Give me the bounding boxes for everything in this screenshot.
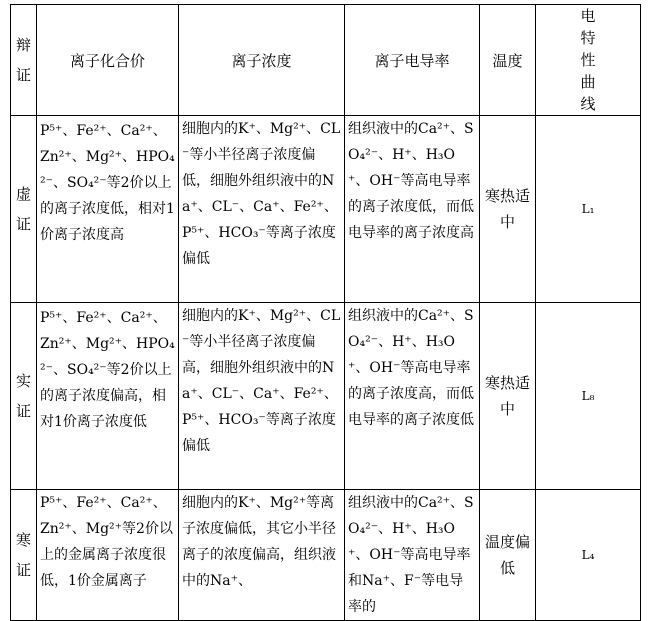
- row-curve: L₈: [536, 303, 641, 490]
- row-valence-text: P⁵⁺、Fe²⁺、Ca²⁺、Zn²⁺、Mg²⁺、HPO₄²⁻、SO₄²⁻等2价以上的离子浓度低，相对1价离子浓度高: [40, 123, 175, 243]
- header-concentration: 离子浓度: [179, 5, 345, 116]
- header-row: [11, 5, 641, 116]
- syndrome-ion-table: [10, 4, 641, 621]
- header-conductivity: 离子电导率: [345, 5, 480, 116]
- table-row: [11, 490, 641, 621]
- row-concentration: 细胞内的K⁺、Mg²⁺、CL⁻等小半径离子浓度偏高，细胞外组织液中的Na⁺、CL⁻、Ca⁺、Fe²⁺、P⁵⁺、HCO₃⁻等离子浓度偏低: [179, 303, 345, 490]
- row-category: [11, 490, 37, 621]
- row-conductivity: 组织液中的Ca²⁺、SO₄²⁻、H⁺、H₃O⁺、OH⁻等高电导率和Na⁺、F⁻等电导率的: [345, 490, 480, 621]
- header-category: [11, 5, 37, 116]
- table-row: [11, 116, 641, 303]
- row-valence: P⁵⁺、Fe²⁺、Ca²⁺、Zn²⁺、Mg²⁺等2价以上的金属离子浓度很低，1价金属离子: [37, 490, 179, 621]
- row-category-label: 虚证: [15, 185, 31, 233]
- header-temperature: 温度: [480, 5, 536, 116]
- row-concentration: 细胞内的K⁺、Mg²⁺、CL⁻等小半径离子浓度偏低，细胞外组织液中的Na⁺、CL⁻、Ca⁺、Fe²⁺、P⁵⁺、HCO₃⁻等离子浓度偏低: [179, 116, 345, 303]
- header-curve: [536, 5, 641, 116]
- row-valence-text: P⁵⁺、Fe²⁺、Ca²⁺、Zn²⁺、Mg²⁺、HPO₄²⁻、SO₄²⁻等2价以上的离子浓度偏高，相对1价离子浓度低: [40, 310, 175, 430]
- row-category: [11, 116, 37, 303]
- row-valence: [37, 303, 179, 490]
- row-conductivity: 组织液中的Ca²⁺、SO₄²⁻、H⁺、H₃O⁺、OH⁻等高电导率的离子浓度高，而低电导率的离子浓度低: [345, 303, 480, 490]
- row-temperature: 温度偏低: [480, 490, 536, 621]
- row-conductivity: 组织液中的Ca²⁺、SO₄²⁻、H⁺、H₃O⁺、OH⁻等高电导率的离子浓度低，而低电导率的离子浓度高: [345, 116, 480, 303]
- header-valence: 离子化合价: [37, 5, 179, 116]
- row-concentration: 细胞内的K⁺、Mg²⁺等离子浓度偏低，其它小半径离子的浓度偏高，组织液中的Na⁺、: [179, 490, 345, 621]
- table-row: [11, 303, 641, 490]
- row-curve: L₁: [536, 116, 641, 303]
- row-category-label: 实证: [15, 372, 31, 420]
- row-curve: L₄: [536, 490, 641, 621]
- row-category: [11, 303, 37, 490]
- header-category-label: 辩证: [15, 36, 31, 84]
- row-temperature: 寒热适中: [480, 303, 536, 490]
- row-category-label: 寒证: [15, 531, 31, 579]
- row-valence: [37, 116, 179, 303]
- header-curve-label: 电特性曲线: [580, 7, 596, 113]
- row-temperature: 寒热适中: [480, 116, 536, 303]
